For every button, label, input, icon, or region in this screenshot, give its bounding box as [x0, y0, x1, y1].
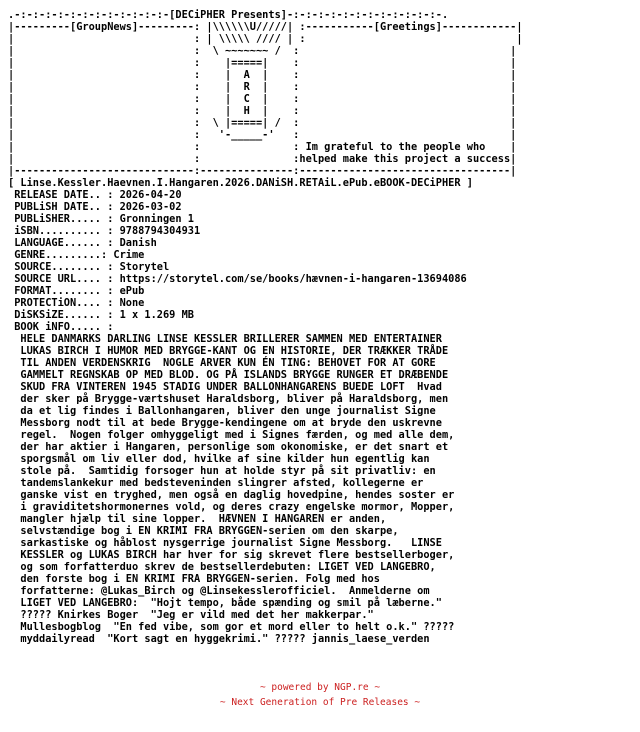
- description-line: stole på. Samtidig forsoger hun at holde styr på sit privatliv: en: [8, 465, 436, 477]
- description-line: SKUD FRA VINTEREN 1945 STADIG UNDER BALLONHANGARENS BUEDE LOFT Hvad: [8, 381, 442, 393]
- powered-by-text: ~ powered by NGP.re ~: [259, 682, 381, 693]
- description-line: GAMMELT REGNSKAB OP MED BLOD. OG PÅ ISLANDS BRYGGE RUNGER ET DRÆBENDE: [8, 369, 449, 381]
- header-line: | : :helped make this project a success|: [8, 153, 517, 165]
- header-line: | : \ |=====| / : |: [8, 117, 517, 129]
- header-line: | : | A | : |: [8, 69, 517, 81]
- description-line: i graviditetshormonernes vold, og deres crazy engelske mormor, Mopper,: [8, 501, 455, 513]
- description-line: ganske vist en tryghed, men også en daglig hovedpine, hendes soster er: [8, 489, 455, 501]
- header-line: |-----------------------------:---------------:----------------------------------|: [8, 165, 517, 177]
- info-line: iSBN.......... : 9788794304931: [8, 225, 201, 237]
- header-line: | : | C | : |: [8, 93, 517, 105]
- info-line: SOURCE URL.... : https://storytel.com/se/books/hævnen-i-hangaren-13694086: [8, 273, 467, 285]
- header-line: | : | H | : |: [8, 105, 517, 117]
- description-line: LIGET VED LANGEBRO: "Hojt tempo, både spænding og smil på læberne.": [8, 597, 442, 609]
- header-line: | : |=====| : |: [8, 57, 517, 69]
- description-line: den forste bog i EN KRIMI FRA BRYGGEN-serien. Folg med hos: [8, 573, 380, 585]
- description-line: forfatterne: @Lukas_Birch og @Linsekesslerofficiel. Anmelderne om: [8, 585, 430, 597]
- description-line: tandemslankekur med bedsteveninden slingrer afsted, kollegerne er: [8, 477, 424, 489]
- description-line: myddailyread "Kort sagt en hyggekrimi." ????? jannis_laese_verden: [8, 633, 430, 645]
- release-info: [8, 189, 467, 333]
- description-line: der har aktier i Hangaren, personlige som okonomiske, er det snart et: [8, 441, 449, 453]
- info-line: BOOK iNFO..... :: [8, 321, 114, 333]
- description-line: LUKAS BIRCH I HUMOR MED BRYGGE-KANT OG EN HISTORIE, DER TRÆKKER TRÅDE: [8, 345, 449, 357]
- description-line: der sker på Brygge-værtshuset Haraldsborg, bliver på Haraldsborg, men: [8, 393, 449, 405]
- info-line: PROTECTiON.... : None: [8, 297, 145, 309]
- info-line: SOURCE........ : Storytel: [8, 261, 170, 273]
- nfo-header: [8, 9, 523, 177]
- info-line: LANGUAGE...... : Danish: [8, 237, 157, 249]
- header-line: | : : Im grateful to the people who |: [8, 141, 517, 153]
- description-line: Messborg nodt til at bede Brygge-kendingene om at bryde den uskrevne: [8, 417, 442, 429]
- info-line: DiSKSiZE...... : 1 x 1.269 MB: [8, 309, 194, 321]
- description-line: sporgsmål om liv eller dod, hvilke af sine kilder hun egentlig kan: [8, 453, 430, 465]
- description-line: og som forfatterduo skrev de bestsellerdebuten: LIGET VED LANGEBRO,: [8, 561, 436, 573]
- header-line: |---------[GroupNews]---------: |\\\\\\U/////| :-----------[Greetings]------------|: [8, 21, 523, 33]
- info-line: PUBLiSH DATE.. : 2026-03-02: [8, 201, 182, 213]
- description-line: sarkastiske og håblost nysgerrige journalist Signe Messborg. LINSE: [8, 537, 442, 549]
- header-line: | : \ ~~~~~~~ / : |: [8, 45, 517, 57]
- description-line: ????? Knirkes Boger "Jeg er vild med det her makkerpar.": [8, 609, 374, 621]
- header-line: .-:-:-:-:-:-:-:-:-:-:-:-:-[DECiPHER Presents]-:-:-:-:-:-:-:-:-:-:-:-:-.: [8, 9, 449, 21]
- header-line: | : '-_____-' : |: [8, 129, 517, 141]
- description-line: da et lig findes i Ballonhangaren, bliver den unge journalist Signe: [8, 405, 436, 417]
- description-line: mangler hjælp til sine lopper. HÆVNEN I HANGAREN er anden,: [8, 513, 387, 525]
- description-line: regel. Nogen folger omhyggeligt med i Signes færden, og med alle dem,: [8, 429, 455, 441]
- info-line: RELEASE DATE.. : 2026-04-20: [8, 189, 182, 201]
- nfo-text: [8, 9, 523, 645]
- info-line: FORMAT........ : ePub: [8, 285, 145, 297]
- tagline-text: ~ Next Generation of Pre Releases ~: [219, 697, 421, 708]
- description-line: KESSLER og LUKAS BIRCH har hver for sig skrevet flere bestsellerboger,: [8, 549, 455, 561]
- info-line: GENRE.........: Crime: [8, 249, 145, 261]
- footer: [0, 680, 640, 710]
- description-line: TIL ANDEN VERDENSKRIG NOGLE ARVER KUN ÉN TING: BEHOVET FOR AT GORE: [8, 357, 436, 369]
- description-line: Mullesbogblog "En fed vibe, som gor et mord eller to helt o.k." ?????: [8, 621, 455, 633]
- header-line: | : | \\\\\ //// | : |: [8, 33, 523, 45]
- header-line: | : | R | : |: [8, 81, 517, 93]
- info-line: PUBLiSHER..... : Gronningen 1: [8, 213, 194, 225]
- description-line: selvstændige bog i EN KRIMI FRA BRYGGEN-serien om den skarpe,: [8, 525, 399, 537]
- description-line: HELE DANMARKS DARLING LINSE KESSLER BRILLERER SAMMEN MED ENTERTAINER: [8, 333, 442, 345]
- book-description: [8, 333, 454, 645]
- release-title: [ Linse.Kessler.Haevnen.I.Hangaren.2026.DANiSH.RETAiL.ePub.eBOOK-DECiPHER ]: [8, 177, 473, 189]
